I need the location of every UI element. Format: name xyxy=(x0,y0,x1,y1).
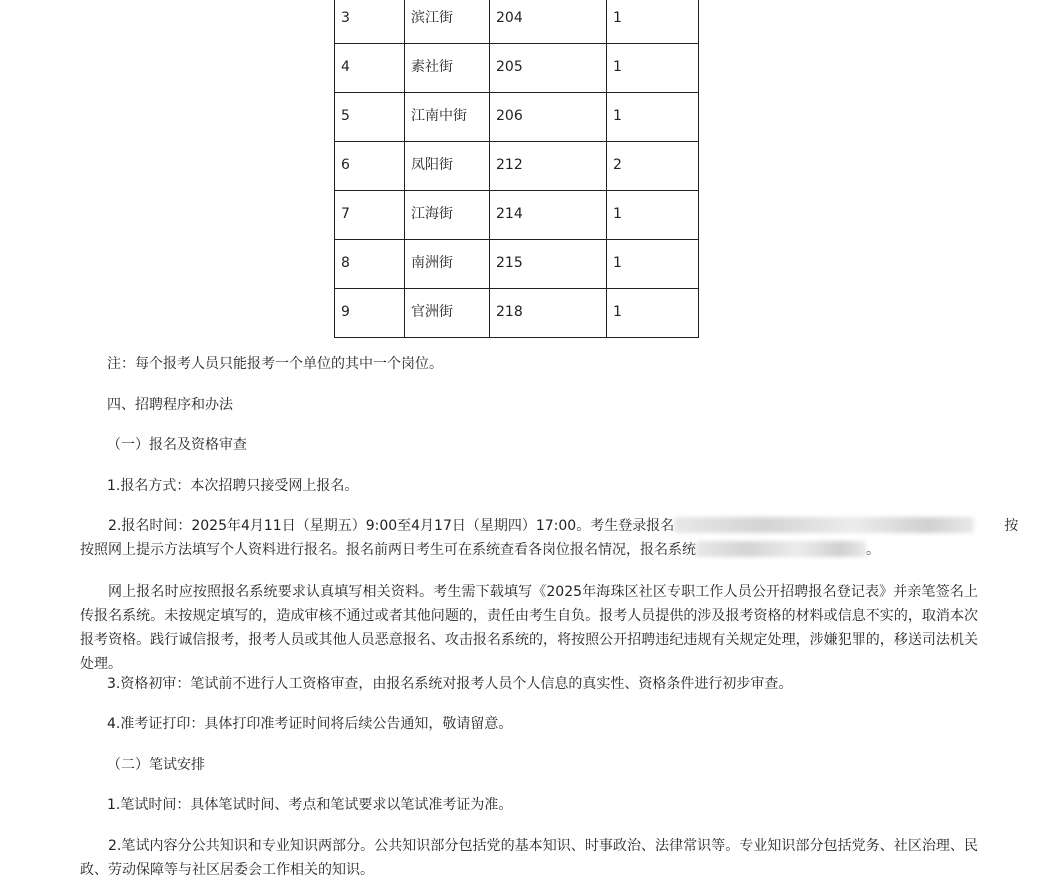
table-cell-code: 206 xyxy=(490,93,607,142)
table-cell-no: 7 xyxy=(335,191,405,240)
table-row xyxy=(335,142,699,191)
table-cell-code: 205 xyxy=(490,44,607,93)
table-cell-no: 4 xyxy=(335,44,405,93)
table-cell-count: 1 xyxy=(607,44,699,93)
table-cell-code: 212 xyxy=(490,142,607,191)
table-cell-no: 8 xyxy=(335,240,405,289)
table-cell-no: 6 xyxy=(335,142,405,191)
redacted-url xyxy=(696,541,866,557)
table-cell-no: 9 xyxy=(335,289,405,338)
online-registration-paragraph: 网上报名时应按照报名系统要求认真填写相关资料。考生需下载填写《2025年海珠区社区专职工作人员公开招聘报名登记表》并亲笔签名上传报名系统。未按规定填写的，造成审核不通过或者其他问题的，责任由考生自负。报考人员提供的涉及报考资格的材料或信息不实的，取消本次报考资格。践行诚信报考，报考人员或其他人员恶意报名、攻击报名系统的，将按照公开招聘违纪违规有关规定处理，涉嫌犯罪的，移送司法机关处理。 xyxy=(80,584,978,672)
subsection-heading: （一）报名及资格审查 xyxy=(107,437,247,453)
table-cell-count: 1 xyxy=(607,240,699,289)
redacted-url xyxy=(674,517,974,533)
section-heading: 四、招聘程序和办法 xyxy=(107,397,233,413)
table-cell-street: 江南中街 xyxy=(405,93,490,142)
table-cell-no: 3 xyxy=(335,0,405,44)
table-cell-count: 1 xyxy=(607,289,699,338)
registration-method: 1.报名方式：本次招聘只接受网上报名。 xyxy=(107,478,359,494)
table-cell-code: 214 xyxy=(490,191,607,240)
table-row xyxy=(335,289,699,338)
positions-table-body xyxy=(335,0,699,338)
table-cell-code: 204 xyxy=(490,0,607,44)
table-cell-code: 218 xyxy=(490,289,607,338)
registration-time-continue: 按 xyxy=(1004,518,1019,534)
registration-time-end: 。 xyxy=(866,542,880,558)
exam-content: 2.笔试内容分公共知识和专业知识两部分。公共知识部分包括党的基本知识、时事政治、法律常识等。专业知识部分包括党务、社区治理、民政、劳动保障等与社区居委会工作相关的知识。 xyxy=(80,838,978,878)
registration-time-text: 2.报名时间：2025年4月11日（星期五）9:00至4月17日（星期四）17:00。考生登录报名 xyxy=(108,518,675,534)
table-cell-no: 5 xyxy=(335,93,405,142)
table-note: 注：每个报考人员只能报考一个单位的其中一个岗位。 xyxy=(107,356,443,372)
table-row xyxy=(335,93,699,142)
table-cell-count: 1 xyxy=(607,93,699,142)
admission-ticket: 4.准考证打印：具体打印准考证时间将后续公告通知，敬请留意。 xyxy=(107,716,513,732)
table-row xyxy=(335,191,699,240)
table-cell-street: 素社街 xyxy=(405,44,490,93)
subsection-heading: （二）笔试安排 xyxy=(107,757,205,773)
table-cell-street: 滨江街 xyxy=(405,0,490,44)
registration-time-text-2: 按照网上提示方法填写个人资料进行报名。报名前两日考生可在系统查看各岗位报名情况，报名系统 xyxy=(80,542,696,558)
table-cell-count: 1 xyxy=(607,0,699,44)
table-cell-street: 凤阳街 xyxy=(405,142,490,191)
table-cell-count: 2 xyxy=(607,142,699,191)
table-cell-street: 官洲街 xyxy=(405,289,490,338)
qualification-check: 3.资格初审：笔试前不进行人工资格审查，由报名系统对报考人员个人信息的真实性、资格条件进行初步审查。 xyxy=(107,676,793,692)
table-cell-code: 215 xyxy=(490,240,607,289)
table-cell-count: 1 xyxy=(607,191,699,240)
registration-time-paragraph xyxy=(80,514,1019,562)
table-row xyxy=(335,44,699,93)
table-cell-street: 江海街 xyxy=(405,191,490,240)
exam-time: 1.笔试时间：具体笔试时间、考点和笔试要求以笔试准考证为准。 xyxy=(107,797,513,813)
table-cell-street: 南洲街 xyxy=(405,240,490,289)
table-row xyxy=(335,0,699,44)
table-row xyxy=(335,240,699,289)
positions-table xyxy=(334,0,699,338)
